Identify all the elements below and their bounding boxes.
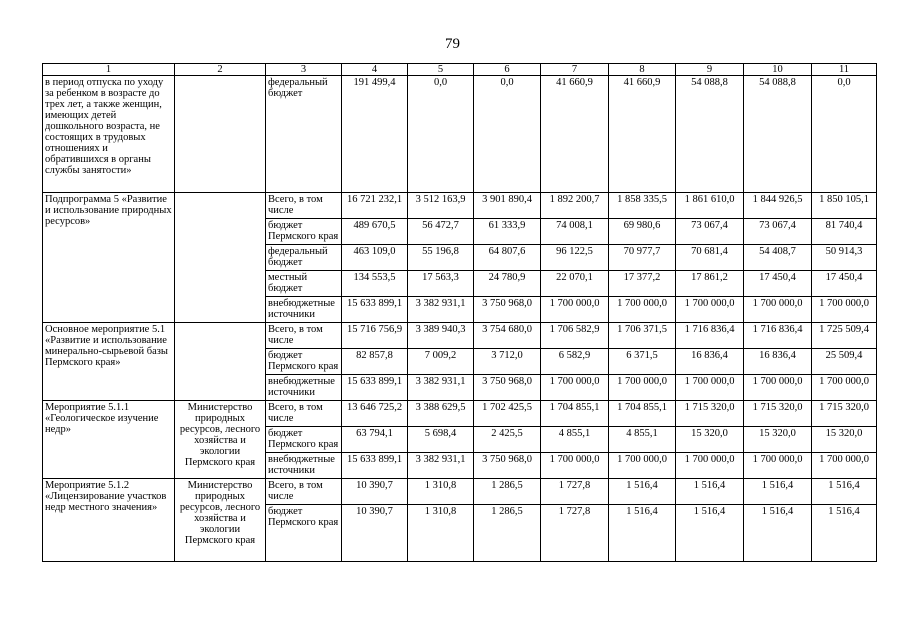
value-cell: 16 721 232,1 xyxy=(342,193,408,219)
value-cell: 5 698,4 xyxy=(408,427,474,453)
funding-source: внебюджетные источники xyxy=(266,453,342,479)
value-cell: 134 553,5 xyxy=(342,271,408,297)
executor xyxy=(175,76,266,193)
value-cell: 74 008,1 xyxy=(541,219,609,245)
value-cell: 15 320,0 xyxy=(812,427,877,453)
column-number-row xyxy=(43,64,877,76)
value-cell: 64 807,6 xyxy=(474,245,541,271)
value-cell: 463 109,0 xyxy=(342,245,408,271)
value-cell: 0,0 xyxy=(474,76,541,193)
value-cell: 489 670,5 xyxy=(342,219,408,245)
value-cell: 81 740,4 xyxy=(812,219,877,245)
activity-name: Подпрограмма 5 «Развитие и использование природных ресурсов» xyxy=(43,193,175,323)
value-cell: 17 563,3 xyxy=(408,271,474,297)
value-cell: 0,0 xyxy=(408,76,474,193)
funding-source: Всего, в том числе xyxy=(266,479,342,505)
executor: Министерство природных ресурсов, лесного хозяйства и экологии Пермского края xyxy=(175,479,266,562)
value-cell: 1 700 000,0 xyxy=(744,453,812,479)
value-cell: 73 067,4 xyxy=(676,219,744,245)
value-cell: 10 390,7 xyxy=(342,479,408,505)
value-cell: 3 901 890,4 xyxy=(474,193,541,219)
value-cell: 3 382 931,1 xyxy=(408,375,474,401)
value-cell: 1 702 425,5 xyxy=(474,401,541,427)
value-cell: 3 750 968,0 xyxy=(474,453,541,479)
value-cell: 13 646 725,2 xyxy=(342,401,408,427)
value-cell: 1 516,4 xyxy=(812,479,877,505)
value-cell: 3 750 968,0 xyxy=(474,375,541,401)
value-cell: 6 371,5 xyxy=(609,349,676,375)
activity-name: Мероприятие 5.1.2 «Лицензирование участков недр местного значения» xyxy=(43,479,175,562)
value-cell: 1 716 836,4 xyxy=(676,323,744,349)
value-cell: 17 450,4 xyxy=(744,271,812,297)
column-number: 10 xyxy=(744,64,812,76)
value-cell: 41 660,9 xyxy=(541,76,609,193)
value-cell: 3 382 931,1 xyxy=(408,453,474,479)
value-cell: 4 855,1 xyxy=(609,427,676,453)
value-cell: 1 516,4 xyxy=(744,479,812,505)
value-cell: 22 070,1 xyxy=(541,271,609,297)
funding-source: бюджет Пермского края xyxy=(266,219,342,245)
value-cell: 16 836,4 xyxy=(744,349,812,375)
value-cell: 15 633 899,1 xyxy=(342,375,408,401)
value-cell: 1 700 000,0 xyxy=(676,297,744,323)
value-cell: 1 861 610,0 xyxy=(676,193,744,219)
value-cell: 10 390,7 xyxy=(342,505,408,562)
value-cell: 1 700 000,0 xyxy=(676,453,744,479)
value-cell: 1 727,8 xyxy=(541,479,609,505)
value-cell: 54 408,7 xyxy=(744,245,812,271)
table-row xyxy=(43,479,877,505)
column-number: 7 xyxy=(541,64,609,76)
funding-source: федеральный бюджет xyxy=(266,76,342,193)
value-cell: 1 700 000,0 xyxy=(812,453,877,479)
table-row xyxy=(43,401,877,427)
value-cell: 17 377,2 xyxy=(609,271,676,297)
value-cell: 73 067,4 xyxy=(744,219,812,245)
value-cell: 1 725 509,4 xyxy=(812,323,877,349)
value-cell: 1 516,4 xyxy=(744,505,812,562)
funding-source: Всего, в том числе xyxy=(266,401,342,427)
value-cell: 1 706 582,9 xyxy=(541,323,609,349)
value-cell: 63 794,1 xyxy=(342,427,408,453)
value-cell: 1 700 000,0 xyxy=(541,375,609,401)
value-cell: 1 310,8 xyxy=(408,505,474,562)
value-cell: 3 389 940,3 xyxy=(408,323,474,349)
funding-source: бюджет Пермского края xyxy=(266,505,342,562)
column-number: 11 xyxy=(812,64,877,76)
value-cell: 1 700 000,0 xyxy=(609,297,676,323)
value-cell: 1 700 000,0 xyxy=(609,375,676,401)
value-cell: 1 516,4 xyxy=(676,479,744,505)
funding-source: Всего, в том числе xyxy=(266,193,342,219)
value-cell: 1 516,4 xyxy=(676,505,744,562)
value-cell: 24 780,9 xyxy=(474,271,541,297)
value-cell: 1 700 000,0 xyxy=(541,297,609,323)
value-cell: 1 700 000,0 xyxy=(812,375,877,401)
value-cell: 1 700 000,0 xyxy=(609,453,676,479)
column-number: 2 xyxy=(175,64,266,76)
value-cell: 6 582,9 xyxy=(541,349,609,375)
value-cell: 1 715 320,0 xyxy=(812,401,877,427)
value-cell: 1 715 320,0 xyxy=(744,401,812,427)
value-cell: 25 509,4 xyxy=(812,349,877,375)
budget-table xyxy=(42,63,877,562)
activity-name: в период отпуска по уходу за ребенком в возрасте до трех лет, а также женщин, имеющих детей дошкольного возраста, не состоящих в трудовых отношениях и обратившихся в органы службы занятости» xyxy=(43,76,175,193)
value-cell: 3 382 931,1 xyxy=(408,297,474,323)
value-cell: 15 716 756,9 xyxy=(342,323,408,349)
value-cell: 69 980,6 xyxy=(609,219,676,245)
column-number: 1 xyxy=(43,64,175,76)
value-cell: 1 286,5 xyxy=(474,505,541,562)
funding-source: федеральный бюджет xyxy=(266,245,342,271)
column-number: 9 xyxy=(676,64,744,76)
value-cell: 82 857,8 xyxy=(342,349,408,375)
value-cell: 70 681,4 xyxy=(676,245,744,271)
value-cell: 2 425,5 xyxy=(474,427,541,453)
column-number: 3 xyxy=(266,64,342,76)
value-cell: 1 727,8 xyxy=(541,505,609,562)
value-cell: 1 700 000,0 xyxy=(541,453,609,479)
value-cell: 96 122,5 xyxy=(541,245,609,271)
funding-source: внебюджетные источники xyxy=(266,297,342,323)
funding-source: бюджет Пермского края xyxy=(266,427,342,453)
value-cell: 15 320,0 xyxy=(744,427,812,453)
value-cell: 191 499,4 xyxy=(342,76,408,193)
value-cell: 1 286,5 xyxy=(474,479,541,505)
table-row xyxy=(43,76,877,193)
value-cell: 3 750 968,0 xyxy=(474,297,541,323)
value-cell: 1 700 000,0 xyxy=(744,297,812,323)
value-cell: 50 914,3 xyxy=(812,245,877,271)
value-cell: 1 704 855,1 xyxy=(541,401,609,427)
value-cell: 3 712,0 xyxy=(474,349,541,375)
column-number: 6 xyxy=(474,64,541,76)
value-cell: 1 716 836,4 xyxy=(744,323,812,349)
value-cell: 1 516,4 xyxy=(609,505,676,562)
value-cell: 1 715 320,0 xyxy=(676,401,744,427)
funding-source: внебюджетные источники xyxy=(266,375,342,401)
executor xyxy=(175,323,266,401)
value-cell: 56 472,7 xyxy=(408,219,474,245)
activity-name: Мероприятие 5.1.1 «Геологическое изучение недр» xyxy=(43,401,175,479)
value-cell: 1 706 371,5 xyxy=(609,323,676,349)
funding-source: местный бюджет xyxy=(266,271,342,297)
activity-name: Основное мероприятие 5.1 «Развитие и использование минерально-сырьевой базы Пермского края» xyxy=(43,323,175,401)
value-cell: 70 977,7 xyxy=(609,245,676,271)
value-cell: 1 844 926,5 xyxy=(744,193,812,219)
value-cell: 17 450,4 xyxy=(812,271,877,297)
value-cell: 15 633 899,1 xyxy=(342,297,408,323)
value-cell: 1 700 000,0 xyxy=(744,375,812,401)
value-cell: 1 850 105,1 xyxy=(812,193,877,219)
value-cell: 61 333,9 xyxy=(474,219,541,245)
value-cell: 41 660,9 xyxy=(609,76,676,193)
value-cell: 1 892 200,7 xyxy=(541,193,609,219)
value-cell: 1 858 335,5 xyxy=(609,193,676,219)
value-cell: 4 855,1 xyxy=(541,427,609,453)
funding-source: бюджет Пермского края xyxy=(266,349,342,375)
value-cell: 1 700 000,0 xyxy=(812,297,877,323)
value-cell: 3 388 629,5 xyxy=(408,401,474,427)
value-cell: 55 196,8 xyxy=(408,245,474,271)
column-number: 4 xyxy=(342,64,408,76)
table-row xyxy=(43,323,877,349)
table-row xyxy=(43,193,877,219)
value-cell: 1 704 855,1 xyxy=(609,401,676,427)
value-cell: 15 320,0 xyxy=(676,427,744,453)
column-number: 5 xyxy=(408,64,474,76)
executor xyxy=(175,193,266,323)
value-cell: 3 512 163,9 xyxy=(408,193,474,219)
value-cell: 54 088,8 xyxy=(744,76,812,193)
value-cell: 0,0 xyxy=(812,76,877,193)
value-cell: 7 009,2 xyxy=(408,349,474,375)
value-cell: 3 754 680,0 xyxy=(474,323,541,349)
funding-source: Всего, в том числе xyxy=(266,323,342,349)
value-cell: 1 700 000,0 xyxy=(676,375,744,401)
value-cell: 15 633 899,1 xyxy=(342,453,408,479)
value-cell: 54 088,8 xyxy=(676,76,744,193)
value-cell: 1 516,4 xyxy=(812,505,877,562)
page-number: 79 xyxy=(445,36,460,52)
value-cell: 16 836,4 xyxy=(676,349,744,375)
executor: Министерство природных ресурсов, лесного хозяйства и экологии Пермского края xyxy=(175,401,266,479)
value-cell: 17 861,2 xyxy=(676,271,744,297)
column-number: 8 xyxy=(609,64,676,76)
value-cell: 1 310,8 xyxy=(408,479,474,505)
value-cell: 1 516,4 xyxy=(609,479,676,505)
